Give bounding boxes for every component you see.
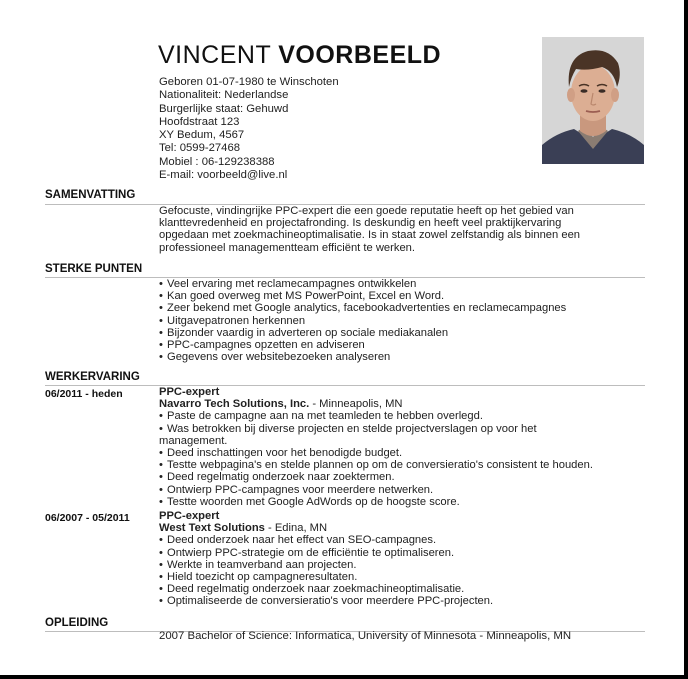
job-entry <box>159 386 645 508</box>
job-company <box>159 398 645 410</box>
list-item: • Zeer bekend met Google analytics, facebookadvertenties en reclamecampagnes <box>159 302 567 315</box>
contact-line: Geboren 01-07-1980 te Winschoten <box>159 76 339 88</box>
contact-line: XY Bedum, 4567 <box>159 129 245 142</box>
list-item: • Paste de campagne aan na met teamleden te hebben overlegd. <box>159 410 483 423</box>
contact-line-email: E-mail: voorbeeld@live.nl <box>159 169 288 182</box>
candidate-name <box>158 41 441 70</box>
list-item: • Was betrokken bij diverse projecten en stelde projectverslagen op voor het <box>159 422 537 435</box>
contact-line: Nationaliteit: Nederlandse <box>159 89 289 102</box>
list-item: • Bijzonder vaardig in adverteren op sociale mediakanalen <box>159 326 449 339</box>
profile-photo <box>542 37 644 164</box>
list-item: • Ontwierp PPC-strategie om de efficiëntie te optimaliseren. <box>159 546 455 559</box>
job-company <box>159 522 645 534</box>
education-entry: 2007 Bachelor of Science: Informatica, University of Minnesota - Minneapolis, MN <box>159 630 572 642</box>
list-item: • Uitgavepatronen herkennen <box>159 314 306 327</box>
summary-line: Gefocuste, vindingrijke PPC-expert die een goede reputatie heeft op het gebied van <box>159 205 574 217</box>
contact-line: Mobiel : 06-129238388 <box>159 155 275 168</box>
list-item: • Deed regelmatig onderzoek naar zoekmachineoptimalisatie. <box>159 583 465 596</box>
section-title-summary: SAMENVATTING <box>45 189 136 201</box>
list-item: management. <box>159 434 228 447</box>
list-item: • Deed inschattingen voor het benodigde budget. <box>159 447 403 460</box>
company-name: West Text Solutions <box>159 522 265 535</box>
section-title-experience: WERKERVARING <box>45 371 140 383</box>
company-location: - Edina, MN <box>264 522 328 535</box>
list-item: • Ontwierp PPC-campagnes voor meerdere netwerken. <box>159 483 434 496</box>
list-item: • Gegevens over websitebezoeken analyseren <box>159 351 391 364</box>
job-dates: 06/2011 - heden <box>45 388 123 400</box>
first-name: VINCENT <box>158 41 271 69</box>
contact-line: Hoofdstraat 123 <box>159 115 240 128</box>
list-item: • Hield toezicht op campagneresultaten. <box>159 571 358 584</box>
list-item: • Kan goed overweg met MS PowerPoint, Excel en Word. <box>159 290 445 303</box>
job-entry <box>159 510 645 608</box>
summary-line: professioneel managementteam efficiënt te werken. <box>159 241 416 254</box>
contact-details <box>159 76 339 182</box>
strengths-list <box>159 278 645 363</box>
company-location: - Minneapolis, MN <box>309 398 403 411</box>
list-item: • Optimaliseerde de conversieratio's voor meerdere PPC-projecten. <box>159 595 494 608</box>
job-title: PPC-expert <box>159 510 220 522</box>
job-title: PPC-expert <box>159 386 220 398</box>
list-item: • Testte webpagina's en stelde plannen op om de conversieratio's consistent te houden. <box>159 459 593 472</box>
summary-line: opgedaan met zoekmachineoptimalisatie. Is in staat zowel zelfstandig als binnen een <box>159 229 581 242</box>
section-title-strengths: STERKE PUNTEN <box>45 263 143 275</box>
summary-text <box>159 205 645 254</box>
list-item: • Testte woorden met Google AdWords op de hoogste score. <box>159 495 460 508</box>
last-name: VOORBEELD <box>278 41 442 69</box>
company-name: Navarro Tech Solutions, Inc. <box>159 398 310 411</box>
list-item: • Deed onderzoek naar het effect van SEO-campagnes. <box>159 534 437 547</box>
summary-line: klanttevredenheid en projectafronding. Is deskundig en heeft veel praktijkervaring <box>159 217 562 230</box>
list-item: • PPC-campagnes opzetten en adviseren <box>159 339 365 352</box>
section-title-education: OPLEIDING <box>45 617 109 629</box>
list-item: • Deed regelmatig onderzoek naar zoektermen. <box>159 471 395 484</box>
job-dates: 06/2007 - 05/2011 <box>45 512 130 524</box>
contact-line: Tel: 0599-27468 <box>159 142 241 155</box>
list-item: • Veel ervaring met reclamecampagnes ontwikkelen <box>159 278 417 290</box>
portrait-image <box>542 37 644 164</box>
contact-line: Burgerlijke staat: Gehuwd <box>159 102 289 115</box>
list-item: • Werkte in teamverband aan projecten. <box>159 558 357 571</box>
